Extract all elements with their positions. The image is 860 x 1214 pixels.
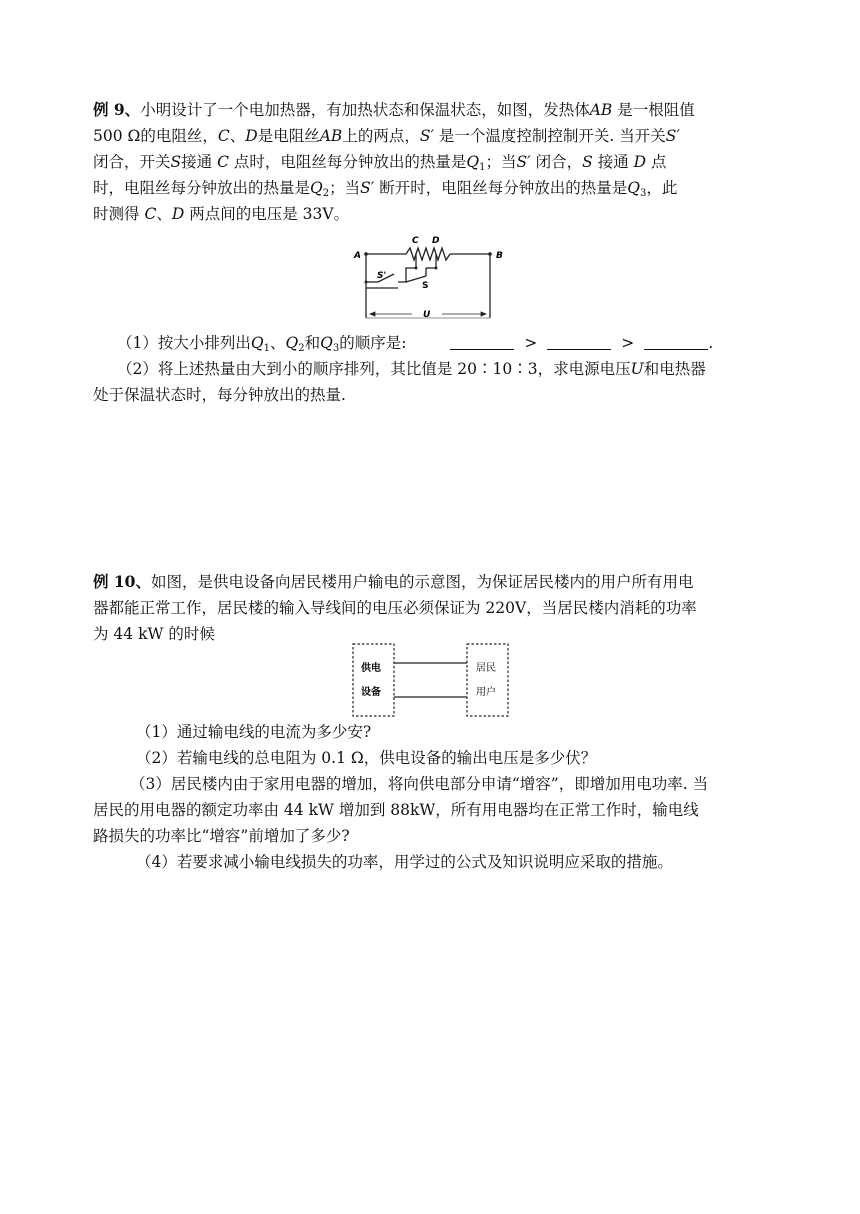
node-d-label: D bbox=[432, 236, 440, 246]
residence-label-2: 用户 bbox=[476, 687, 496, 698]
answer-blank-3[interactable] bbox=[644, 333, 708, 350]
switch-s-prime-label: S' bbox=[377, 271, 387, 281]
ex9-line-4: 时，电阻丝每分钟放出的热量是$Q_2$；当S′ 断开时，电阻丝每分钟放出的热量是$Q_3$，此 bbox=[93, 179, 678, 199]
resistor-ab bbox=[406, 248, 450, 260]
residence-label-1: 居民 bbox=[476, 663, 496, 674]
voltage-u-label: U bbox=[423, 310, 431, 320]
ex10-question-3-cont-2: 路损失的功率比“增容”前增加了多少? bbox=[93, 827, 350, 845]
supply-box bbox=[353, 644, 394, 716]
circuit-diagram bbox=[350, 232, 510, 324]
ex9-line-5: 时测得 C、D 两点间的电压是 33V。 bbox=[93, 205, 350, 223]
ex9-line-3: 闭合，开关S接通 C 点时，电阻丝每分钟放出的热量是$Q_1$；当S′ 闭合，S 接通 D 点 bbox=[93, 153, 667, 173]
ex10-question-4: （4）若要求减小输电线损失的功率，用学过的公式及知识说明应采取的措施。 bbox=[136, 853, 673, 871]
node-c-label: C bbox=[412, 236, 419, 246]
supply-label-1: 供电 bbox=[361, 663, 381, 674]
answer-blank-1[interactable] bbox=[450, 333, 514, 350]
supply-label-2: 设备 bbox=[361, 687, 381, 698]
ex9-label: 例 9、 bbox=[93, 100, 141, 119]
node-a-label: A bbox=[354, 251, 361, 261]
ex10-line-2: 器都能正常工作，居民楼的输入导线间的电压必须保证为 220V，当居民楼内消耗的功率 bbox=[93, 599, 697, 617]
ex10-question-3-cont-1: 居民的用电器的额定功率由 44 kW 增加到 88kW，所有用电器均在正常工作时，输电线 bbox=[93, 801, 699, 819]
power-supply-diagram bbox=[350, 641, 512, 719]
ex10-line-3: 为 44 kW 的时候 bbox=[93, 625, 215, 643]
node-b-label: B bbox=[496, 251, 503, 261]
answer-blank-2[interactable] bbox=[547, 333, 611, 350]
switch-s-label: S bbox=[422, 281, 429, 291]
ex10-label: 例 10、 bbox=[93, 572, 151, 591]
ex9-line-1: 例 9、小明设计了一个电加热器，有加热状态和保温状态，如图，发热体AB 是一根阻值 bbox=[93, 100, 695, 119]
ex9-question-2: （2）将上述热量由大到小的顺序排列，其比值是 20∶10∶3，求电源电压U和电热器 bbox=[117, 360, 706, 378]
ex9-question-1: （1）按大小排列出$Q_1$、$Q_2$和$Q_3$的顺序是: > > . bbox=[117, 334, 714, 354]
ex10-question-1: （1）通过输电线的电流为多少安? bbox=[136, 723, 372, 741]
residence-box bbox=[467, 644, 508, 716]
ex9-question-2-cont: 处于保温状态时，每分钟放出的热量. bbox=[93, 386, 346, 404]
ex10-question-2: （2）若输电线的总电阻为 0.1 Ω，供电设备的输出电压是多少伏？ bbox=[136, 749, 597, 767]
ex10-line-1: 例 10、如图，是供电设备向居民楼用户输电的示意图，为保证居民楼内的用户所有用电 bbox=[93, 572, 694, 591]
ex10-question-3: （3）居民楼内由于家用电器的增加，将向供电部分申请“增容”，即增加用电功率. 当 bbox=[130, 775, 709, 793]
ex9-line-2: 500 Ω的电阻丝，C、D是电阻丝AB上的两点，S′ 是一个温度控制控制开关. 当开关S′ bbox=[93, 127, 680, 145]
